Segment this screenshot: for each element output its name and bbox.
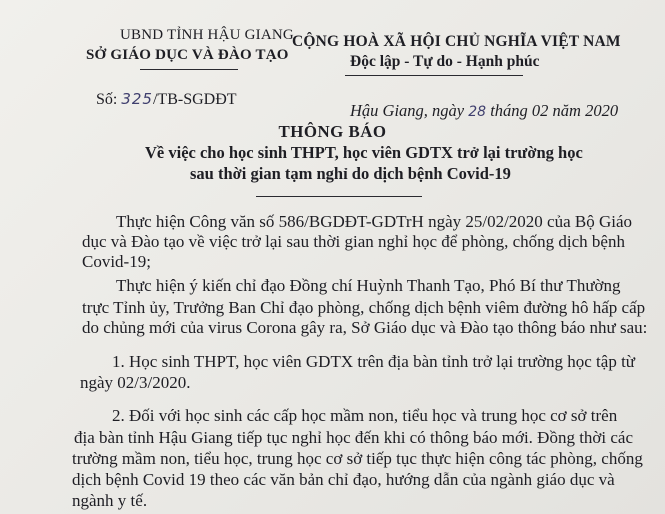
document-subtitle-line2: sau thời gian tạm nghỉ do dịch bệnh Covid-19 bbox=[190, 164, 511, 183]
body-line: 2. Đối với học sinh các cấp học mầm non, tiểu học và trung học cơ sở trên bbox=[112, 406, 618, 425]
document-date bbox=[350, 101, 618, 121]
agency-department: SỞ GIÁO DỤC VÀ ĐÀO TẠO bbox=[86, 47, 289, 63]
body-line: Thực hiện Công văn số 586/BGDĐT-GDTrH ngày 25/02/2020 của Bộ Giáo bbox=[116, 212, 633, 231]
date-prefix: Hậu Giang, ngày bbox=[350, 101, 469, 120]
body-line: Covid-19; bbox=[82, 252, 151, 271]
body-line: dục và Đào tạo về việc trở lại sau thời gian nghỉ học để phòng, chống dịch bệnh bbox=[82, 232, 625, 251]
document-number bbox=[96, 90, 237, 109]
body-line: 1. Học sinh THPT, học viên GDTX trên địa bàn tỉnh trở lại trường học tập từ bbox=[112, 352, 636, 371]
agency-parent: UBND TỈNH HẬU GIANG bbox=[120, 27, 294, 43]
motto-underline bbox=[345, 75, 523, 76]
body-line: ngày 02/3/2020. bbox=[80, 373, 191, 392]
body-line: trường mầm non, tiểu học, trung học cơ sở tiếp tục thực hiện công tác phòng, chống bbox=[72, 449, 643, 468]
date-suffix: tháng 02 năm 2020 bbox=[486, 101, 619, 120]
doc-number-suffix: /TB-SGDĐT bbox=[152, 91, 237, 108]
agency-underline bbox=[140, 69, 238, 70]
doc-number-prefix: Số: bbox=[96, 91, 122, 108]
body-line: ngành y tế. bbox=[72, 491, 148, 510]
body-line: do chủng mới của virus Corona gây ra, Sở Giáo dục và Đào tạo thông báo như sau: bbox=[82, 318, 648, 337]
document-subtitle-line1: Về việc cho học sinh THPT, học viên GDTX trở lại trường học bbox=[145, 143, 583, 162]
body-line: trực Tỉnh ủy, Trưởng Ban Chỉ đạo phòng, chống dịch bệnh viêm đường hô hấp cấp bbox=[82, 298, 646, 317]
body-line: dịch bệnh Covid 19 theo các văn bản chỉ đạo, hướng dẫn của ngành giáo dục và bbox=[72, 470, 615, 489]
date-handwritten-day: 28 bbox=[468, 104, 487, 120]
title-underline bbox=[256, 196, 422, 197]
body-line: Thực hiện ý kiến chỉ đạo Đồng chí Huỳnh Thanh Tạo, Phó Bí thư Thường bbox=[116, 276, 621, 295]
national-title: CỘNG HOÀ XÃ HỘI CHỦ NGHĨA VIỆT NAM bbox=[292, 33, 621, 50]
body-line: địa bàn tỉnh Hậu Giang tiếp tục nghỉ học đến khi có thông báo mới. Đồng thời các bbox=[74, 428, 634, 447]
document-title: THÔNG BÁO bbox=[278, 122, 387, 141]
national-motto: Độc lập - Tự do - Hạnh phúc bbox=[350, 53, 540, 70]
doc-number-handwritten: 325 bbox=[121, 90, 153, 108]
